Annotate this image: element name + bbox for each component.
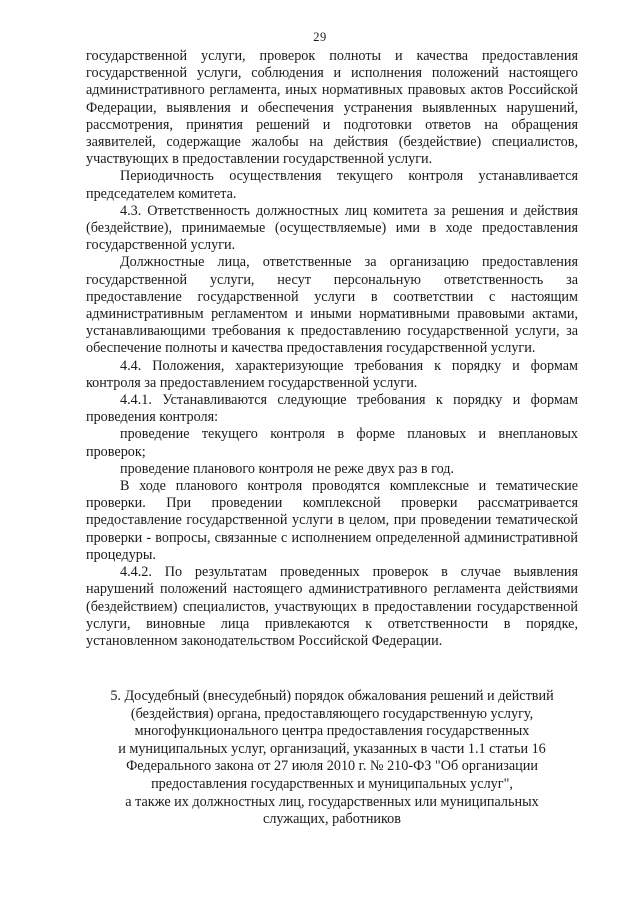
- paragraph: 4.4. Положения, характеризующие требования к порядку и формам контроля за предоставлением государственной услуги.: [86, 357, 578, 391]
- page-number: 29: [313, 30, 327, 44]
- paragraph: 4.4.1. Устанавливаются следующие требования к порядку и формам проведения контроля:: [86, 392, 578, 426]
- body-text: [86, 48, 578, 650]
- paragraph: Должностные лица, ответственные за организацию предоставления государственной услуги, несут персональную ответственность за предоставление государственной услуги в соответствии с настоящим административным регламентом и иными нормативными правовыми актами, устанавливающими требования к предоставлению государственной услуги, за обеспечение полноты и качества предоставления государственной услуги.: [86, 254, 578, 357]
- paragraph: Периодичность осуществления текущего контроля устанавливается председателем комитета.: [86, 168, 578, 202]
- section-heading-line: служащих, работников: [263, 811, 401, 828]
- section-heading-line: предоставления государственных и муниципальных услуг",: [151, 775, 513, 792]
- section-heading-line: и муниципальных услуг, организаций, указанных в части 1.1 статьи 16: [118, 740, 546, 757]
- section-heading-line: 5. Досудебный (внесудебный) порядок обжалования решений и действий: [110, 688, 554, 704]
- paragraph: В ходе планового контроля проводятся комплексные и тематические проверки. При проведении комплексной проверки рассматривается предоставление государственной услуги в целом, при проведении тематической проверки - вопросы, связанные с исполнением определенной административной процедуры.: [86, 478, 578, 563]
- section-heading-line: многофункционального центра предоставления государственных: [134, 723, 530, 740]
- section-heading-line: а также их должностных лиц, государственных или муниципальных: [125, 793, 539, 810]
- paragraph: государственной услуги, проверок полноты и качества предоставления государственной услуги, соблюдения и исполнения положений настоящего административного регламента, иных нормативных правовых актов Российской Федерации, выявления и обеспечения устранения выявленных нарушений, рассмотрения, принятия решений и подготовки ответов на обращения заявителей, содержащие жалобы на действия (бездействие) специалистов, участвующих в предоставлении государственной услуги.: [86, 48, 578, 168]
- paragraph: 4.3. Ответственность должностных лиц комитета за решения и действия (бездействие), принимаемые (осуществляемые) ими в ходе предоставления государственной услуги.: [86, 202, 578, 254]
- section-heading-line: (бездействия) органа, предоставляющего государственную услугу,: [130, 705, 534, 722]
- section-heading: [86, 688, 578, 829]
- paragraph: проведение планового контроля не реже двух раз в год.: [120, 460, 455, 477]
- paragraph: проведение текущего контроля в форме плановых и внеплановых проверок;: [86, 426, 578, 460]
- section-heading-line: Федерального закона от 27 июля 2010 г. № 210-ФЗ "Об организации: [126, 758, 538, 775]
- paragraph: 4.4.2. По результатам проведенных проверок в случае выявления нарушений положений настоящего административного регламента действиями (бездействием) специалистов, участвующих в предоставлении государственной услуги, виновные лица привлекаются к ответственности в порядке, установленном законодательством Российской Федерации.: [86, 564, 578, 649]
